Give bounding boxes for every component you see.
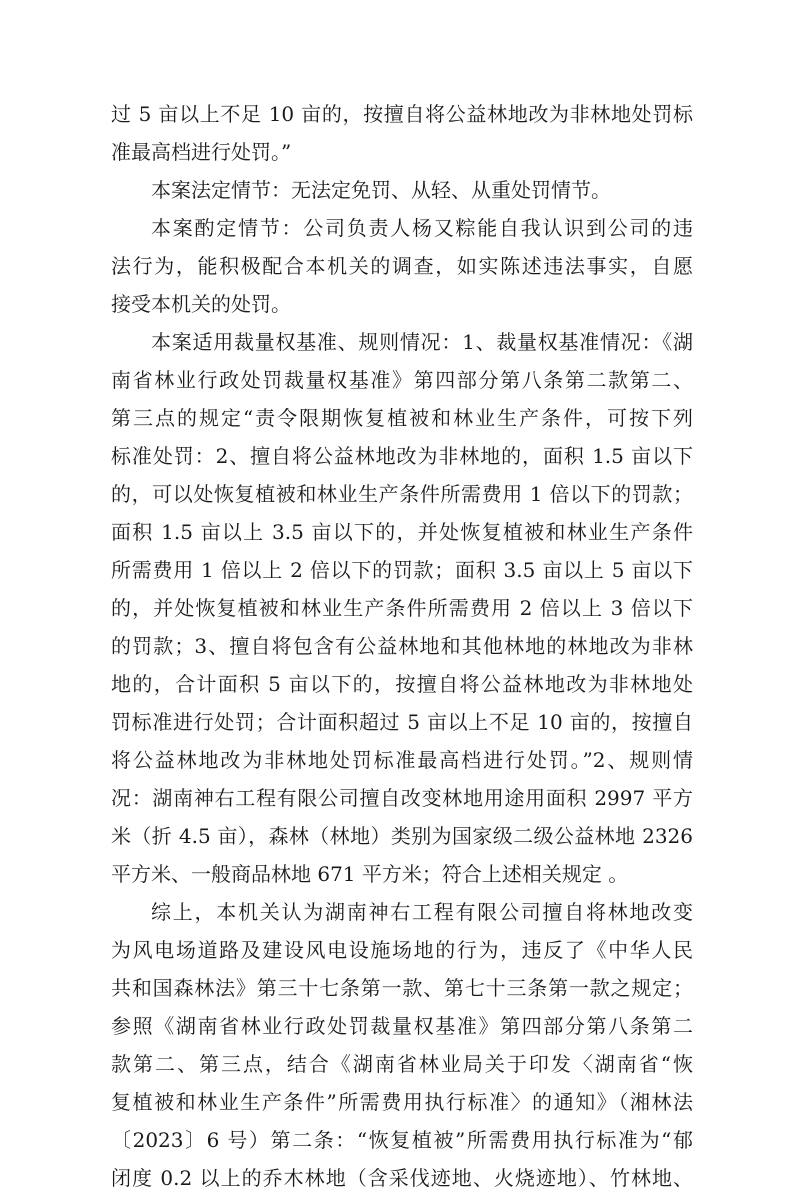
text-line: 款第二、第三点，结合《湖南省林业局关于印发〈湖南省“恢 (111, 1052, 693, 1076)
text-line: 本案适用裁量权基准、规则情况：1、裁量权基准情况：《湖 (151, 330, 693, 354)
text-line: 本案法定情节：无法定免罚、从轻、从重处罚情节。 (151, 178, 611, 202)
text-line: 为风电场道路及建设风电设施场地的行为，违反了《中华人民 (111, 938, 693, 962)
text-line: 平方米、一般商品林地 671 平方米；符合上述相关规定 。 (111, 862, 629, 886)
text-line: 准最高档进行处罚。” (111, 140, 292, 164)
text-line: 共和国森林法》第三十七条第一款、第七十三条第一款之规定； (111, 976, 693, 1000)
text-line: 综上，本机关认为湖南神右工程有限公司擅自将林地改变 (151, 900, 693, 924)
text-line: 的，并处恢复植被和林业生产条件所需费用 2 倍以上 3 倍以下 (111, 596, 693, 620)
text-line: 的，可以处恢复植被和林业生产条件所需费用 1 倍以下的罚款； (111, 482, 693, 506)
text-line: 将公益林地改为非林地处罚标准最高档进行处罚。”2、规则情 (111, 748, 693, 772)
text-line: 南省林业行政处罚裁量权基准》第四部分第八条第二款第二、 (111, 368, 693, 392)
text-line: 面积 1.5 亩以上 3.5 亩以下的，并处恢复植被和林业生产条件 (111, 520, 693, 544)
text-line: 闭度 0.2 以上的乔木林地（含采伐迹地、火烧迹地）、竹林地、 (111, 1166, 693, 1190)
document-body (111, 95, 693, 1197)
text-line: 况：湖南神右工程有限公司擅自改变林地用途用面积 2997 平方 (111, 786, 693, 810)
text-line: 标准处罚：2、擅自将公益林地改为非林地的，面积 1.5 亩以下 (111, 444, 693, 468)
text-line: 米（折 4.5 亩），森林（林地）类别为国家级二级公益林地 2326 (111, 824, 693, 848)
text-line: 第三点的规定“责令限期恢复植被和林业生产条件，可按下列 (111, 406, 693, 430)
text-line: 所需费用 1 倍以上 2 倍以下的罚款；面积 3.5 亩以上 5 亩以下 (111, 558, 693, 582)
text-line: 接受本机关的处罚。 (111, 292, 291, 316)
text-line: 地的，合计面积 5 亩以下的，按擅自将公益林地改为非林地处 (111, 672, 693, 696)
text-line: 过 5 亩以上不足 10 亩的，按擅自将公益林地改为非林地处罚标 (111, 102, 693, 126)
text-line: 〔2023〕6 号）第二条：“恢复植被”所需费用执行标准为“郁 (111, 1128, 693, 1152)
text-line: 本案酌定情节：公司负责人杨又粽能自我认识到公司的违 (151, 216, 693, 240)
text-line: 罚标准进行处罚；合计面积超过 5 亩以上不足 10 亩的，按擅自 (111, 710, 693, 734)
text-line: 的罚款；3、擅自将包含有公益林地和其他林地的林地改为非林 (111, 634, 693, 658)
text-line: 复植被和林业生产条件”所需费用执行标准〉的通知》（湘林法 (111, 1090, 693, 1114)
text-line: 法行为，能积极配合本机关的调查，如实陈述违法事实，自愿 (111, 254, 693, 278)
text-line: 参照《湖南省林业行政处罚裁量权基准》第四部分第八条第二 (111, 1014, 693, 1038)
